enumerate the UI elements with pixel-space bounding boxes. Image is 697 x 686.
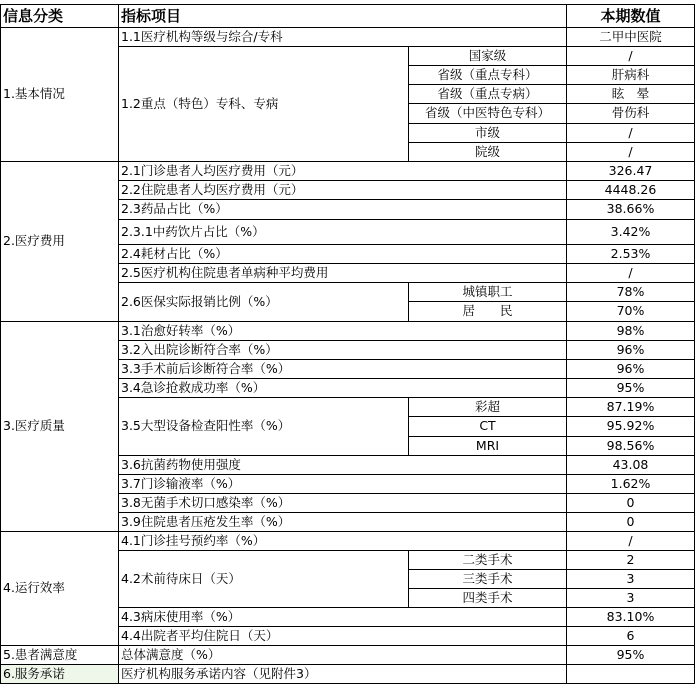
row-1-2-sub-label: 市级	[409, 124, 567, 143]
row-4-2-sub-label: 四类手术	[409, 589, 567, 608]
row-5-label: 总体满意度（%）	[119, 646, 567, 665]
row-3-9-value: 0	[567, 513, 695, 532]
row-3-1-label: 3.1治愈好转率（%）	[119, 322, 567, 341]
row-1-2-sub-label: 省级（中医特色专科）	[409, 104, 567, 124]
row-4-2-sub-label: 三类手术	[409, 570, 567, 589]
header-value: 本期数值	[567, 4, 695, 28]
row-2-4-label: 2.4耗材占比（%）	[119, 245, 567, 264]
row-4-2-sub-value: 2	[567, 551, 695, 570]
row-4-2-sub-value: 3	[567, 589, 695, 608]
row-2-6-sub-label: 城镇职工	[409, 283, 567, 302]
row-2-3-1-label: 2.3.1中药饮片占比（%）	[119, 220, 567, 245]
row-2-3-label: 2.3药品占比（%）	[119, 200, 567, 220]
row-4-1-label: 4.1门诊挂号预约率（%）	[119, 532, 567, 551]
row-4-4-value: 6	[567, 627, 695, 646]
row-3-5-sub-value: 98.56%	[567, 437, 695, 456]
row-4-4-label: 4.4出院者平均住院日（天）	[119, 627, 567, 646]
row-3-8-label: 3.8无菌手术切口感染率（%）	[119, 494, 567, 513]
row-1-2-sub-label: 省级（重点专科）	[409, 66, 567, 85]
row-2-5-value: /	[567, 264, 695, 283]
row-3-7-label: 3.7门诊输液率（%）	[119, 475, 567, 494]
row-4-1-value: /	[567, 532, 695, 551]
row-2-4-value: 2.53%	[567, 245, 695, 264]
row-3-6-value: 43.08	[567, 456, 695, 475]
row-3-7-value: 1.62%	[567, 475, 695, 494]
row-6-value	[567, 665, 695, 684]
row-3-3-value: 96%	[567, 360, 695, 379]
section-commitment: 6.服务承诺	[0, 665, 119, 684]
row-3-8-value: 0	[567, 494, 695, 513]
row-1-2-sub-value: /	[567, 143, 695, 162]
row-2-6-label: 2.6医保实际报销比例（%）	[119, 283, 409, 322]
row-3-3-label: 3.3手术前后诊断符合率（%）	[119, 360, 567, 379]
row-3-5-sub-label: CT	[409, 417, 567, 437]
row-1-2-sub-label: 国家级	[409, 47, 567, 66]
row-3-5-sub-value: 87.19%	[567, 398, 695, 417]
row-4-3-label: 4.3病床使用率（%）	[119, 608, 567, 627]
row-3-9-label: 3.9住院患者压疮发生率（%）	[119, 513, 567, 532]
row-4-2-sub-label: 二类手术	[409, 551, 567, 570]
row-6-label: 医疗机构服务承诺内容（见附件3）	[119, 665, 567, 684]
row-3-1-value: 98%	[567, 322, 695, 341]
row-3-4-label: 3.4急诊抢救成功率（%）	[119, 379, 567, 398]
row-1-1-value: 二甲中医院	[567, 28, 695, 47]
row-1-1-label: 1.1医疗机构等级与综合/专科	[119, 28, 567, 47]
row-3-6-label: 3.6抗菌药物使用强度	[119, 456, 567, 475]
row-4-2-label: 4.2术前待床日（天）	[119, 551, 409, 608]
row-1-2-sub-label: 院级	[409, 143, 567, 162]
section-cost: 2.医疗费用	[0, 162, 119, 322]
header-indicator: 指标项目	[119, 4, 567, 28]
row-2-6-sub-label: 居 民	[409, 302, 567, 322]
row-1-2-label: 1.2重点（特色）专科、专病	[119, 47, 409, 162]
row-1-2-sub-value: 骨伤科	[567, 104, 695, 124]
row-1-2-sub-value: /	[567, 47, 695, 66]
section-quality: 3.医疗质量	[0, 322, 119, 532]
row-3-5-sub-label: 彩超	[409, 398, 567, 417]
row-2-2-label: 2.2住院患者人均医疗费用（元）	[119, 181, 567, 200]
section-efficiency: 4.运行效率	[0, 532, 119, 646]
header-category: 信息分类	[0, 4, 119, 28]
row-3-2-label: 3.2入出院诊断符合率（%）	[119, 341, 567, 360]
row-2-6-sub-value: 70%	[567, 302, 695, 322]
section-satisfaction: 5.患者满意度	[0, 646, 119, 665]
row-2-3-1-value: 3.42%	[567, 220, 695, 245]
row-5-value: 95%	[567, 646, 695, 665]
row-2-1-label: 2.1门诊患者人均医疗费用（元）	[119, 162, 567, 181]
row-2-6-sub-value: 78%	[567, 283, 695, 302]
row-3-4-value: 95%	[567, 379, 695, 398]
row-4-3-value: 83.10%	[567, 608, 695, 627]
row-1-2-sub-label: 省级（重点专病）	[409, 85, 567, 104]
row-3-5-sub-value: 95.92%	[567, 417, 695, 437]
row-1-2-sub-value: 眩 晕	[567, 85, 695, 104]
row-3-5-sub-label: MRI	[409, 437, 567, 456]
row-1-2-sub-value: 肝病科	[567, 66, 695, 85]
row-3-5-label: 3.5大型设备检查阳性率（%）	[119, 398, 409, 456]
row-2-3-value: 38.66%	[567, 200, 695, 220]
row-4-2-sub-value: 3	[567, 570, 695, 589]
row-2-2-value: 4448.26	[567, 181, 695, 200]
row-2-5-label: 2.5医疗机构住院患者单病种平均费用	[119, 264, 567, 283]
row-2-1-value: 326.47	[567, 162, 695, 181]
row-3-2-value: 96%	[567, 341, 695, 360]
row-1-2-sub-value: /	[567, 124, 695, 143]
section-basic: 1.基本情况	[0, 28, 119, 162]
